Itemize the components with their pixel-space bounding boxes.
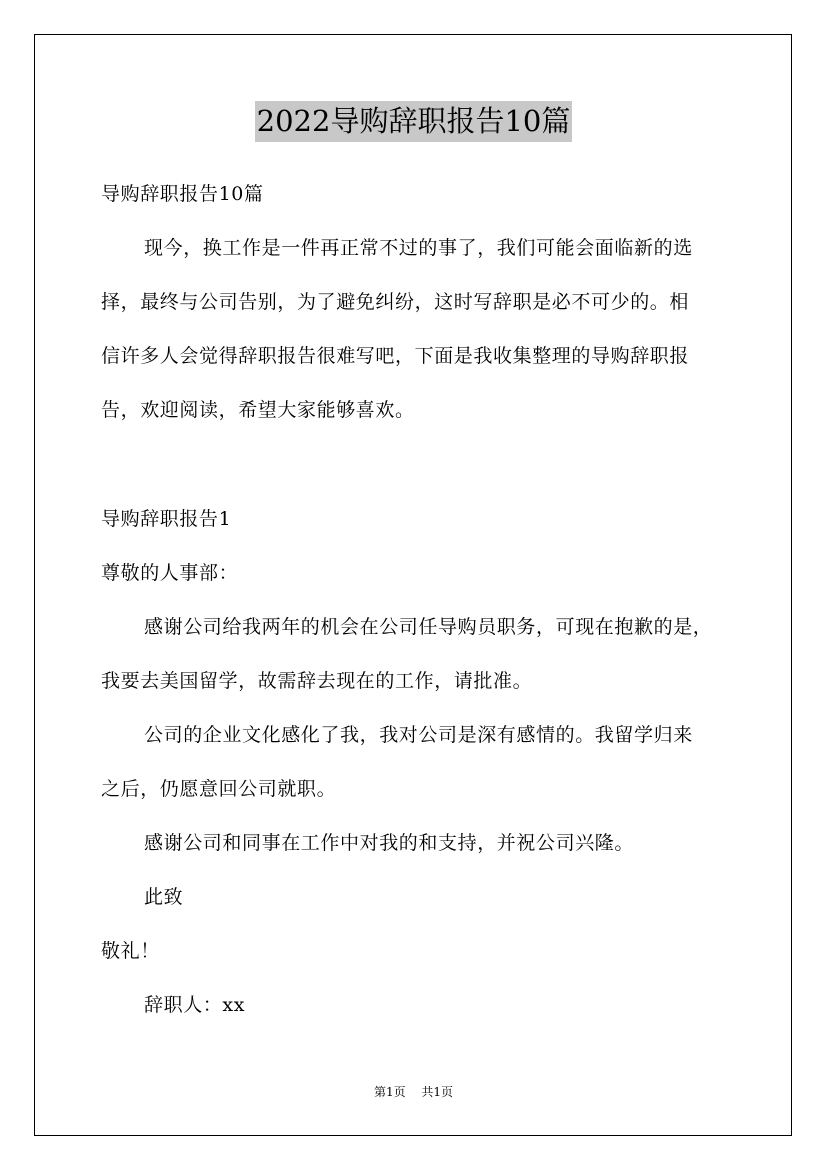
page-footer — [0, 1084, 827, 1100]
document-subtitle: 导购辞职报告10篇 — [101, 183, 264, 205]
body-line-5: 感谢公司和同事在工作中对我的和支持，并祝公司兴隆。 — [144, 832, 635, 854]
body-line-2: 我要去美国留学，故需辞去现在的工作，请批准。 — [101, 670, 533, 692]
intro-line-1: 现今，换工作是一件再正常不过的事了，我们可能会面临新的选 — [144, 237, 693, 259]
closing-salute: 敬礼！ — [101, 940, 160, 962]
salutation: 尊敬的人事部： — [101, 562, 239, 584]
intro-line-4: 告，欢迎阅读，希望大家能够喜欢。 — [101, 399, 415, 421]
page-number-total: 共1页 — [421, 1085, 454, 1099]
section-heading: 导购辞职报告1 — [101, 508, 232, 530]
title-container — [0, 101, 827, 142]
document-title: 2022导购辞职报告10篇 — [255, 101, 573, 142]
body-line-4: 之后，仍愿意回公司就职。 — [101, 778, 337, 800]
intro-line-2: 择，最终与公司告别，为了避免纠纷，这时写辞职是必不可少的。相 — [101, 291, 690, 313]
intro-line-3: 信许多人会觉得辞职报告很难写吧，下面是我收集整理的导购辞职报 — [101, 345, 690, 367]
signature: 辞职人：xx — [144, 994, 246, 1016]
body-line-1: 感谢公司给我两年的机会在公司任导购员职务，可现在抱歉的是， — [144, 616, 713, 638]
closing-regards: 此致 — [144, 886, 184, 908]
page-number-current: 第1页 — [373, 1085, 406, 1099]
body-line-3: 公司的企业文化感化了我，我对公司是深有感情的。我留学归来 — [144, 724, 693, 746]
